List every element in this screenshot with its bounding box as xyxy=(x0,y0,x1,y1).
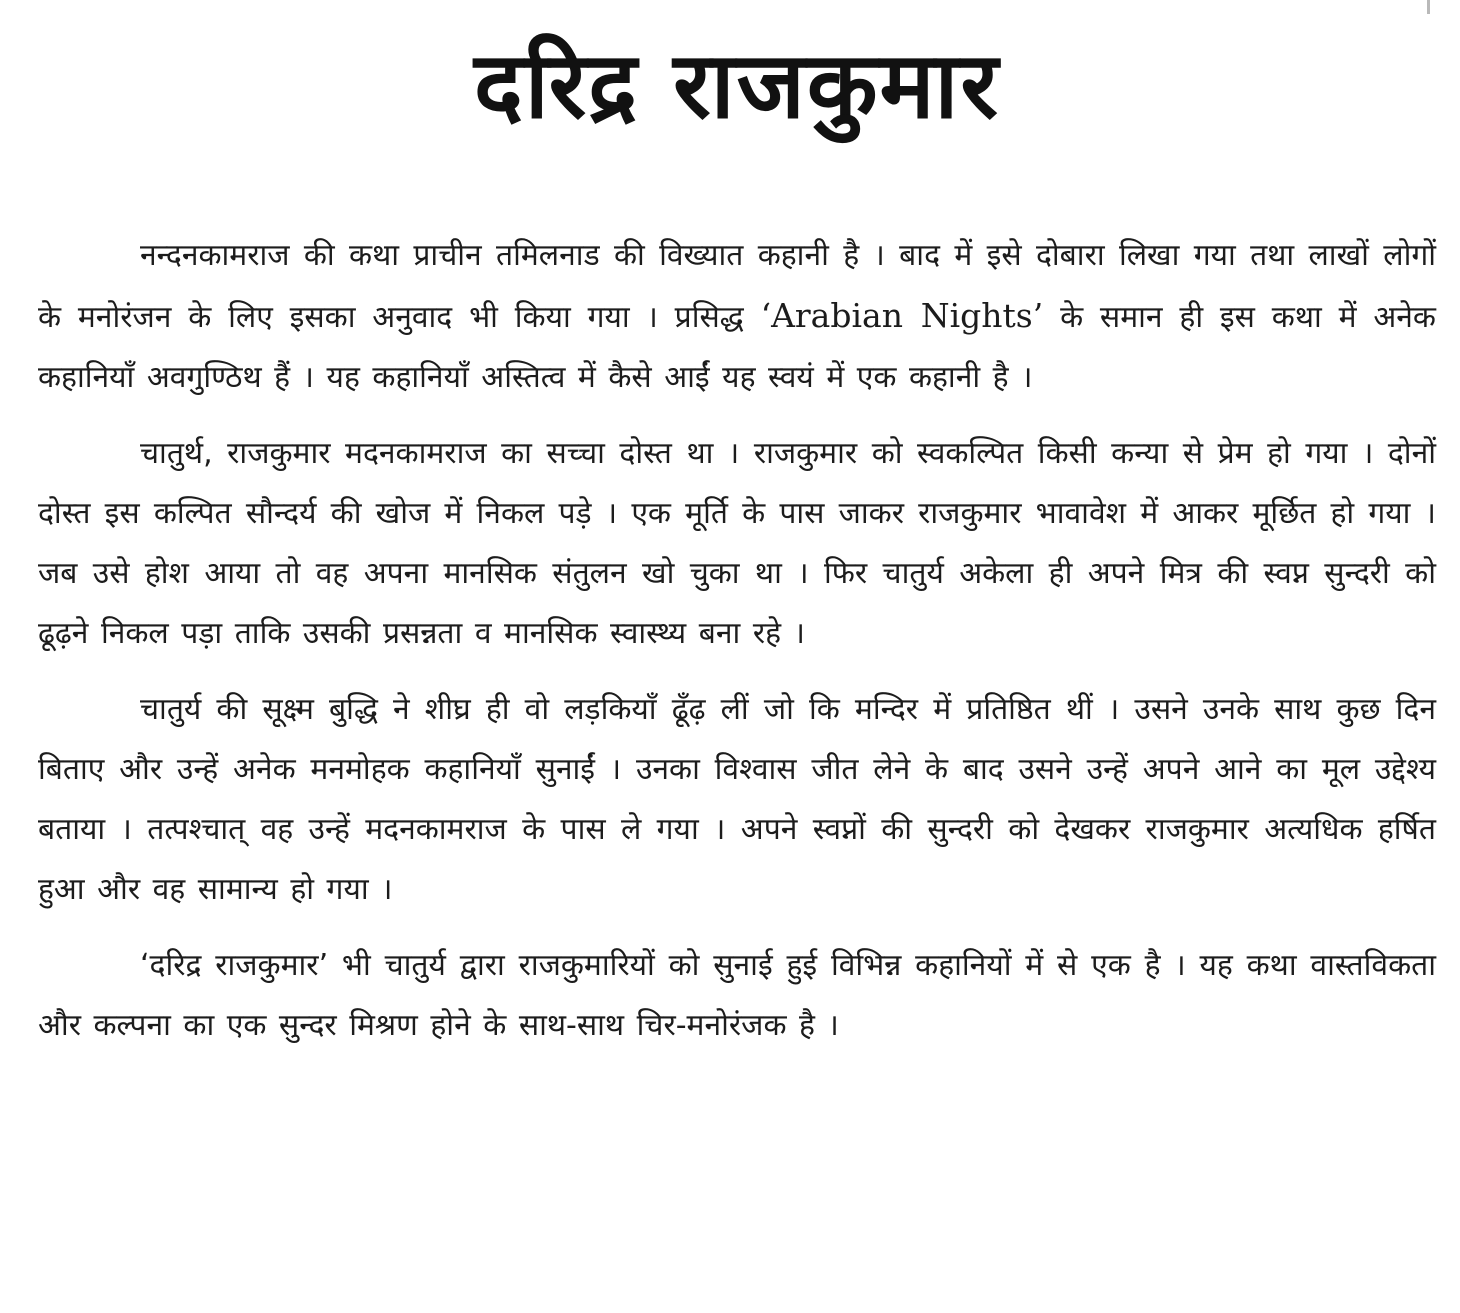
arabian-nights-title: ‘Arabian Nights’ xyxy=(760,296,1044,335)
paragraph-4: ‘दरिद्र राजकुमार’ भी चातुर्य द्वारा राजकुमारियों को सुनाई हुई विभिन्न कहानियों में से एक है । यह कथा वास्तविकता और कल्पना का एक सुन्दर मिश्रण होने के साथ-साथ चिर-मनोरंजक है । xyxy=(38,948,1436,1043)
paragraph-1 xyxy=(38,226,1436,408)
scan-mark xyxy=(1427,0,1430,14)
paragraph-1-part2: के समान ही इस कथा में अनेक कहानियाँ अवगुण्ठिथ हैं । यह कहानियाँ अस्तित्व में कैसे आईं यह स्वयं में एक कहानी है । xyxy=(38,300,1436,395)
paragraph-2: चातुर्थ, राजकुमार मदनकामराज का सच्चा दोस्त था । राजकुमार को स्वकल्पित किसी कन्या से प्रेम हो गया । दोनों दोस्त इस कल्पित सौन्दर्य की खोज में निकल पड़े । एक मूर्ति के पास जाकर राजकुमार भावावेश में आकर मूर्छित हो गया । जब उसे होश आया तो वह अपना मानसिक संतुलन खो चुका था । फिर चातुर्य अकेला ही अपने मित्र की स्वप्न सुन्दरी को ढूढ़ने निकल पड़ा ताकि उसकी प्रसन्नता व मानसिक स्वास्थ्य बना रहे । xyxy=(38,436,1436,651)
paragraph-3: चातुर्य की सूक्ष्म बुद्धि ने शीघ्र ही वो लड़कियाँ ढूँढ़ लीं जो कि मन्दिर में प्रतिष्ठित थीं । उसने उनके साथ कुछ दिन बिताए और उन्हें अनेक मनमोहक कहानियाँ सुनाईं । उनका विश्वास जीत लेने के बाद उसने उन्हें अपने आने का मूल उद्देश्य बताया । तत्पश्चात् वह उन्हें मदनकामराज के पास ले गया । अपने स्वप्नों की सुन्दरी को देखकर राजकुमार अत्यधिक हर्षित हुआ और वह सामान्य हो गया । xyxy=(38,692,1436,907)
paragraph-1-part1: नन्दनकामराज की कथा प्राचीन तमिलनाड की विख्यात कहानी है । बाद में इसे दोबारा लिखा गया तथा लाखों लोगों के मनोरंजन के लिए इसका अनुवाद भी किया गया । प्रसिद्ध xyxy=(38,238,1436,335)
page-title: दरिद्र राजकुमार xyxy=(473,32,1001,139)
